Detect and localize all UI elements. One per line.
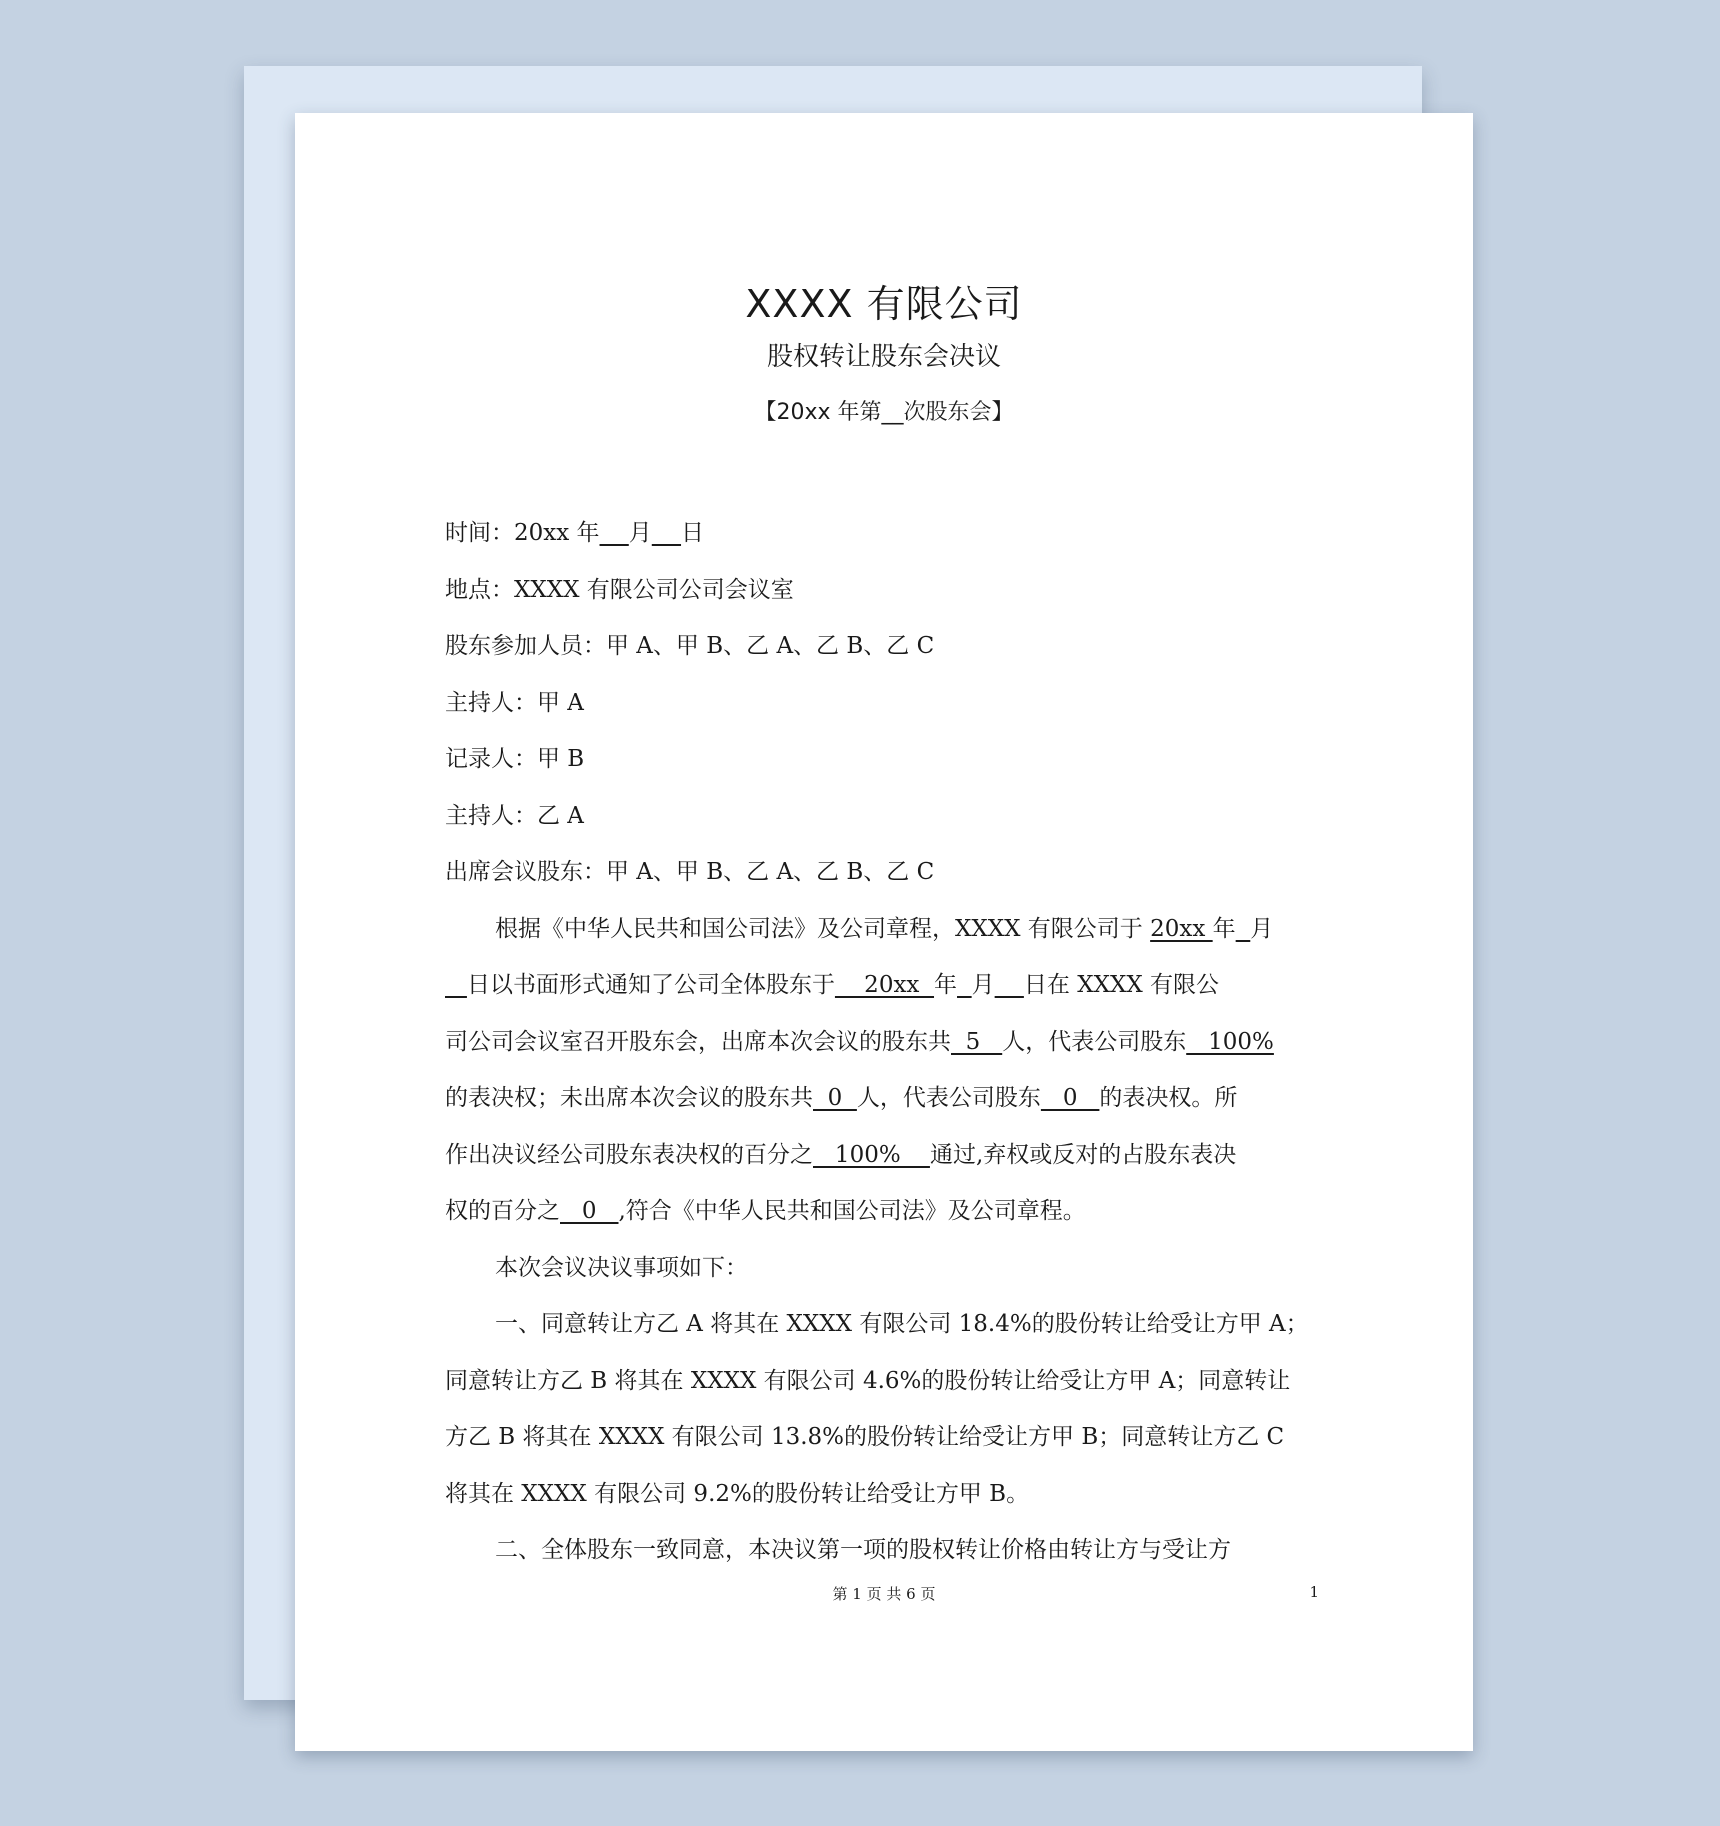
day-blank [652, 520, 681, 546]
absent-count-field: 0 [813, 1085, 857, 1111]
text-segment: 月 [971, 972, 995, 998]
para1-line6 [445, 1183, 1325, 1240]
document-title: 股权转让股东会决议 [766, 342, 1001, 372]
text-segment: 根据《中华人民共和国公司法》及公司章程，XXXX 有限公司于 [495, 915, 1151, 942]
text-segment: 月 [1250, 915, 1274, 942]
document-body [445, 505, 1325, 1579]
text-segment: 通过,弃权或反对的占股东表决 [929, 1141, 1237, 1168]
time-line [445, 505, 1325, 562]
text-segment: 人，代表公司股东 [856, 1085, 1041, 1111]
text-segment: 权的百分之 [445, 1198, 560, 1224]
host2-line: 主持人：乙 A [445, 802, 584, 829]
day-blank [445, 972, 467, 998]
page-number: 1 [1309, 1583, 1319, 1601]
document-page [295, 113, 1473, 1751]
para1-line2 [445, 957, 1325, 1014]
year-field: 20xx [1150, 915, 1213, 942]
share-percent-field: 100% [1186, 1028, 1274, 1055]
month-label: 月 [628, 520, 652, 546]
text-segment: 年 [1212, 915, 1236, 942]
host-line: 主持人：甲 A [445, 689, 584, 716]
text-segment: 司公司会议室召开股东会，出席本次会议的股东共 [445, 1028, 951, 1055]
day-label: 日 [681, 520, 705, 546]
para1-line1 [445, 901, 1325, 958]
day-blank [995, 972, 1024, 998]
text-segment: 的表决权；未出席本次会议的股东共 [445, 1085, 813, 1111]
time-label: 时间：20xx 年 [445, 520, 600, 546]
approve-percent-field: 100% [813, 1141, 930, 1168]
attendee-count-field: 5 [951, 1028, 1003, 1055]
resolution1-line2: 同意转让方乙 B 将其在 XXXX 有限公司 4.6%的股份转让给受让方甲 A；同意转让 [445, 1367, 1291, 1394]
resolutions-intro: 本次会议决议事项如下： [495, 1254, 748, 1281]
text-segment: 年 [934, 972, 958, 998]
absent-percent-field: 0 [1040, 1085, 1100, 1111]
page-footer [295, 1583, 1473, 1607]
month-blank [600, 520, 629, 546]
session-label: 【20xx 年第__次股东会】 [754, 400, 1014, 425]
para1-line3 [445, 1014, 1325, 1071]
text-segment: 人，代表公司股东 [1002, 1028, 1187, 1055]
text-segment: 的表决权。所 [1099, 1085, 1238, 1111]
oppose-percent-field: 0 [560, 1198, 619, 1224]
participants-line: 股东参加人员：甲 A、甲 B、乙 A、乙 B、乙 C [445, 633, 935, 659]
text-segment: ,符合《中华人民共和国公司法》及公司章程。 [618, 1198, 1086, 1224]
text-segment: 作出决议经公司股东表决权的百分之 [445, 1141, 813, 1168]
resolution1-line3: 方乙 B 将其在 XXXX 有限公司 13.8%的股份转让给受让方甲 B；同意转让方乙 C [445, 1424, 1285, 1450]
company-title: XXXX 有限公司 [745, 282, 1023, 326]
page-info: 第 1 页 共 6 页 [832, 1585, 936, 1603]
text-segment: 日在 XXXX 有限公 [1023, 972, 1220, 998]
resolution1-line4: 将其在 XXXX 有限公司 9.2%的股份转让给受让方甲 B。 [445, 1480, 1030, 1507]
attendees-line: 出席会议股东：甲 A、甲 B、乙 A、乙 B、乙 C [445, 859, 935, 885]
location-line: 地点：XXXX 有限公司公司会议室 [445, 576, 794, 603]
month-blank [1236, 916, 1251, 942]
resolution2-line1: 二、全体股东一致同意，本决议第一项的股权转让价格由转让方与受让方 [495, 1537, 1231, 1563]
resolution1-line1: 一、同意转让方乙 A 将其在 XXXX 有限公司 18.4%的股份转让给受让方甲 A； [495, 1311, 1309, 1337]
text-segment: 日以书面形式通知了公司全体股东于 [466, 972, 835, 998]
para1-line5 [445, 1127, 1325, 1184]
para1-line4 [445, 1070, 1325, 1127]
recorder-line: 记录人：甲 B [445, 746, 585, 772]
year-field: 20xx [834, 972, 935, 998]
month-blank [957, 972, 972, 998]
